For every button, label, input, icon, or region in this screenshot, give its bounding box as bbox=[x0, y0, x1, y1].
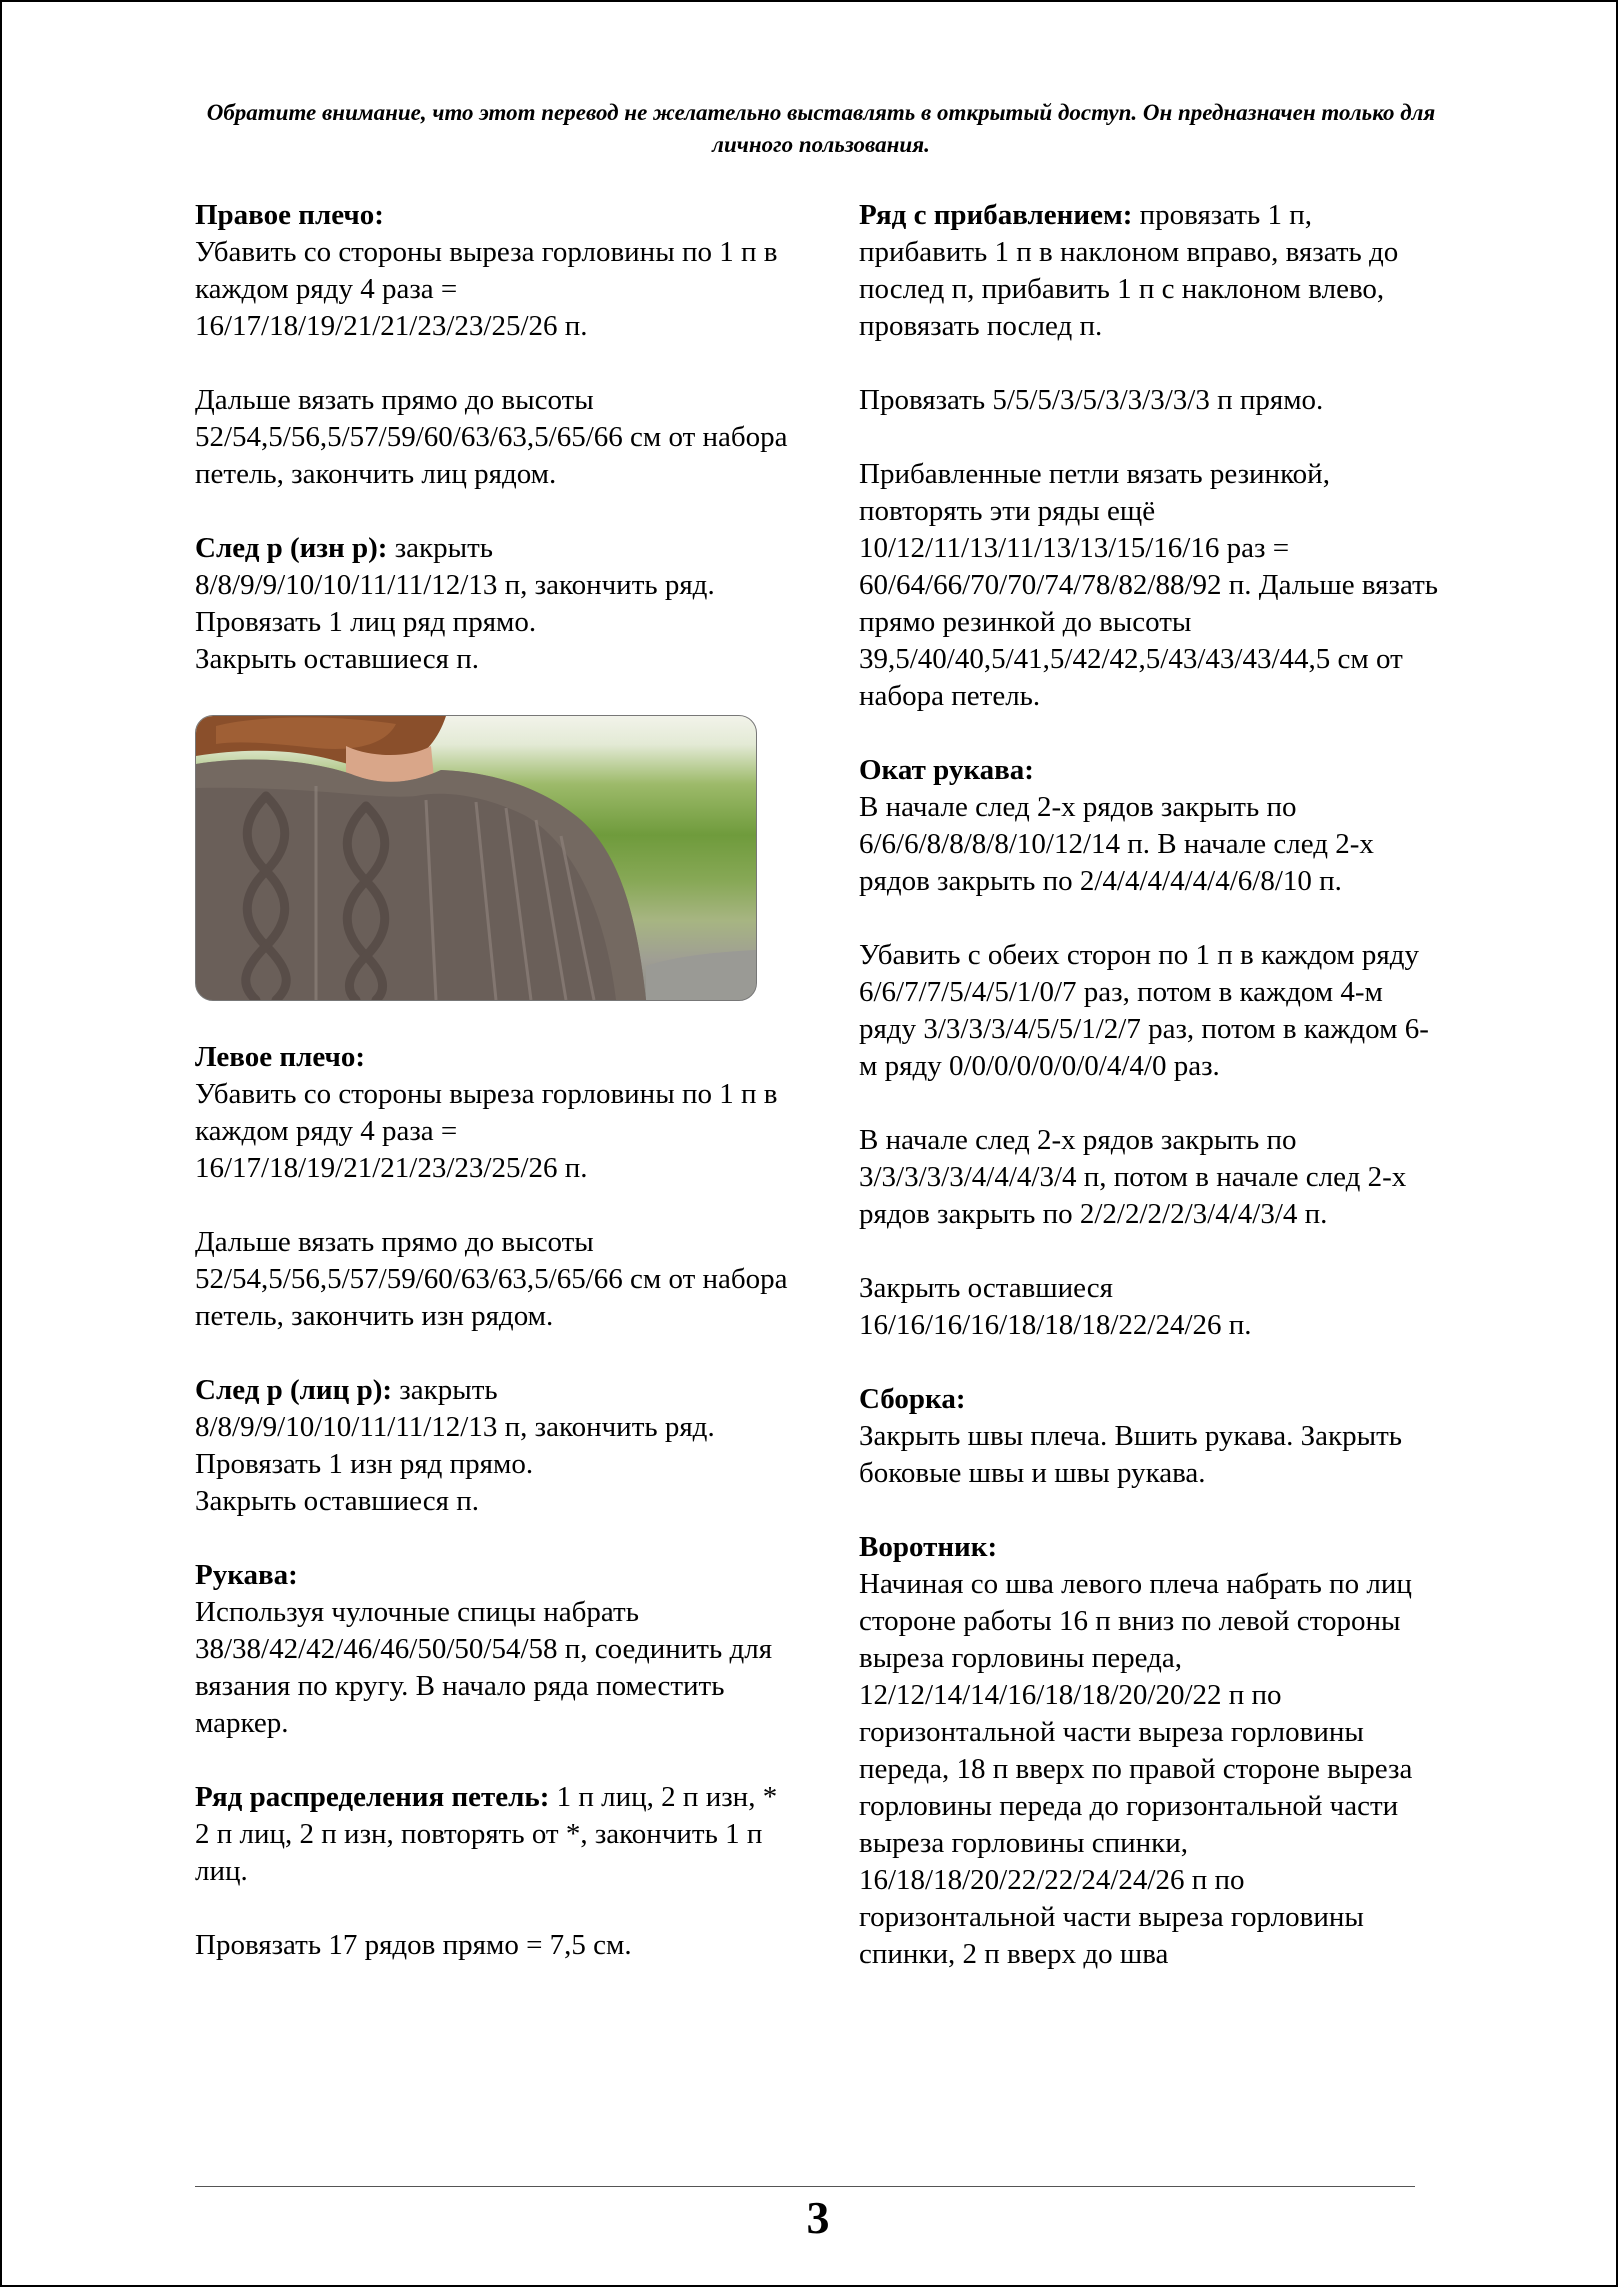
right-shoulder-next-row-text: закрыть 8/8/9/9/10/10/11/11/12/13 п, закончить ряд. bbox=[195, 532, 715, 601]
sleeve-cap-text-3: В начале след 2-х рядов закрыть по 3/3/3/3/3/4/4/4/3/4 п, потом в начале след 2-х рядов закрыть по 2/2/2/2/2/3/4/4/3/4 п. bbox=[859, 1124, 1407, 1230]
left-shoulder-text-2: Дальше вязать прямо до высоты 52/54,5/56,5/57/59/60/63/63,5/65/66 см от набора петель, закончить изн рядом. bbox=[195, 1226, 788, 1332]
stitch-distribution-heading: Ряд распределения петель: bbox=[195, 1781, 550, 1813]
left-shoulder-line-b: Закрыть оставшиеся п. bbox=[195, 1485, 479, 1517]
right-shoulder-next-row-heading: След р (изн р): bbox=[195, 532, 388, 564]
right-shoulder-line-a: Провязать 1 лиц ряд прямо. bbox=[195, 606, 537, 638]
sleeves-heading: Рукава: bbox=[195, 1559, 298, 1591]
left-shoulder-text-1: Убавить со стороны выреза горловины по 1 п в каждом ряду 4 раза = 16/17/18/19/21/21/23/23/25/26 п. bbox=[195, 1078, 778, 1184]
left-shoulder-line-a: Провязать 1 изн ряд прямо. bbox=[195, 1448, 534, 1480]
sleeve-cap-heading: Окат рукава: bbox=[859, 754, 1034, 786]
right-shoulder-line-b: Закрыть оставшиеся п. bbox=[195, 643, 479, 675]
left-shoulder-heading: Левое плечо: bbox=[195, 1041, 366, 1073]
sweater-back-photo bbox=[195, 715, 757, 1001]
copyright-notice: Обратите внимание, что этот перевод не желательно выставлять в открытый доступ. Он предназначен только для личного пользования. bbox=[206, 100, 1436, 157]
sleeve-cap-text-4: Закрыть оставшиеся 16/16/16/16/18/18/18/22/24/26 п. bbox=[859, 1272, 1252, 1341]
sleeve-cap-text-2: Убавить с обеих сторон по 1 п в каждом ряду 6/6/7/7/5/4/5/1/0/7 раз, потом в каждом 4-м ряду 3/3/3/3/4/5/5/1/2/7 раз, потом в каждом 6-м ряду 0/0/0/0/0/0/0/4/4/0 раз. bbox=[859, 939, 1429, 1082]
increase-row-text: провязать 1 п, прибавить 1 п в наклоном вправо, вязать до послед п, прибавить 1 п с наклоном влево, провязать послед п. bbox=[859, 199, 1399, 342]
left-column bbox=[195, 197, 795, 2001]
left-shoulder-next-row-heading: След р (лиц р): bbox=[195, 1374, 393, 1406]
increase-row-heading: Ряд с прибавлением: bbox=[859, 199, 1133, 231]
sleeves-text-3: Провязать 17 рядов прямо = 7,5 см. bbox=[195, 1929, 632, 1961]
collar-text: Начиная со шва левого плеча набрать по лиц стороне работы 16 п вниз по левой стороны выреза горловины переда, 12/12/14/14/16/18/18/20/20/22 п по горизонтальной части выреза горловины переда, 18 п вверх по правой стороне выреза горловины переда до горизонтальной части выреза горловины спинки, 16/18/18/20/22/22/24/24/26 п по горизонтальной части выреза горловины спинки, 2 п вверх до шва bbox=[859, 1568, 1413, 1970]
assembly-text: Закрыть швы плеча. Вшить рукава. Закрыть боковые швы и швы рукава. bbox=[859, 1420, 1403, 1489]
left-shoulder-next-row-text: закрыть 8/8/9/9/10/10/11/11/12/13 п, закончить ряд. bbox=[195, 1374, 715, 1443]
right-shoulder-heading: Правое плечо: bbox=[195, 199, 384, 231]
assembly-heading: Сборка: bbox=[859, 1383, 966, 1415]
straight-rows-text: Провязать 5/5/5/3/5/3/3/3/3/3 п прямо. bbox=[859, 384, 1324, 416]
right-shoulder-text-2: Дальше вязать прямо до высоты 52/54,5/56,5/57/59/60/63/63,5/65/66 см от набора петель, закончить лиц рядом. bbox=[195, 384, 788, 490]
page-number: 3 bbox=[806, 2192, 830, 2243]
sleeve-cap-text-1: В начале след 2-х рядов закрыть по 6/6/6/8/8/8/8/10/12/14 п. В начале след 2-х рядов закрыть по 2/4/4/4/4/4/4/6/8/10 п. bbox=[859, 791, 1374, 897]
right-shoulder-text-1: Убавить со стороны выреза горловины по 1 п в каждом ряду 4 раза = 16/17/18/19/21/21/23/23/25/26 п. bbox=[195, 236, 778, 342]
right-column bbox=[859, 197, 1439, 1973]
collar-heading: Воротник: bbox=[859, 1531, 998, 1563]
stitch-distribution-text: 1 п лиц, 2 п изн, * 2 п лиц, 2 п изн, повторять от *, закончить 1 п лиц. bbox=[195, 1781, 778, 1887]
ribbing-increase-text: Прибавленные петли вязать резинкой, повторять эти ряды ещё 10/12/11/13/11/13/13/15/16/16 раз = 60/64/66/70/70/74/78/82/88/92 п. Дальше вязать прямо резинкой до высоты 39,5/40/40,5/41,5/42/42,5/43/43/43/44,5 см от набора петель. bbox=[859, 458, 1438, 712]
footer-divider bbox=[195, 2186, 1415, 2187]
sleeves-text-1: Используя чулочные спицы набрать 38/38/42/42/46/46/50/50/54/58 п, соединить для вязания по кругу. В начало ряда поместить маркер. bbox=[195, 1596, 773, 1739]
sweater-back-illustration bbox=[196, 716, 756, 1000]
